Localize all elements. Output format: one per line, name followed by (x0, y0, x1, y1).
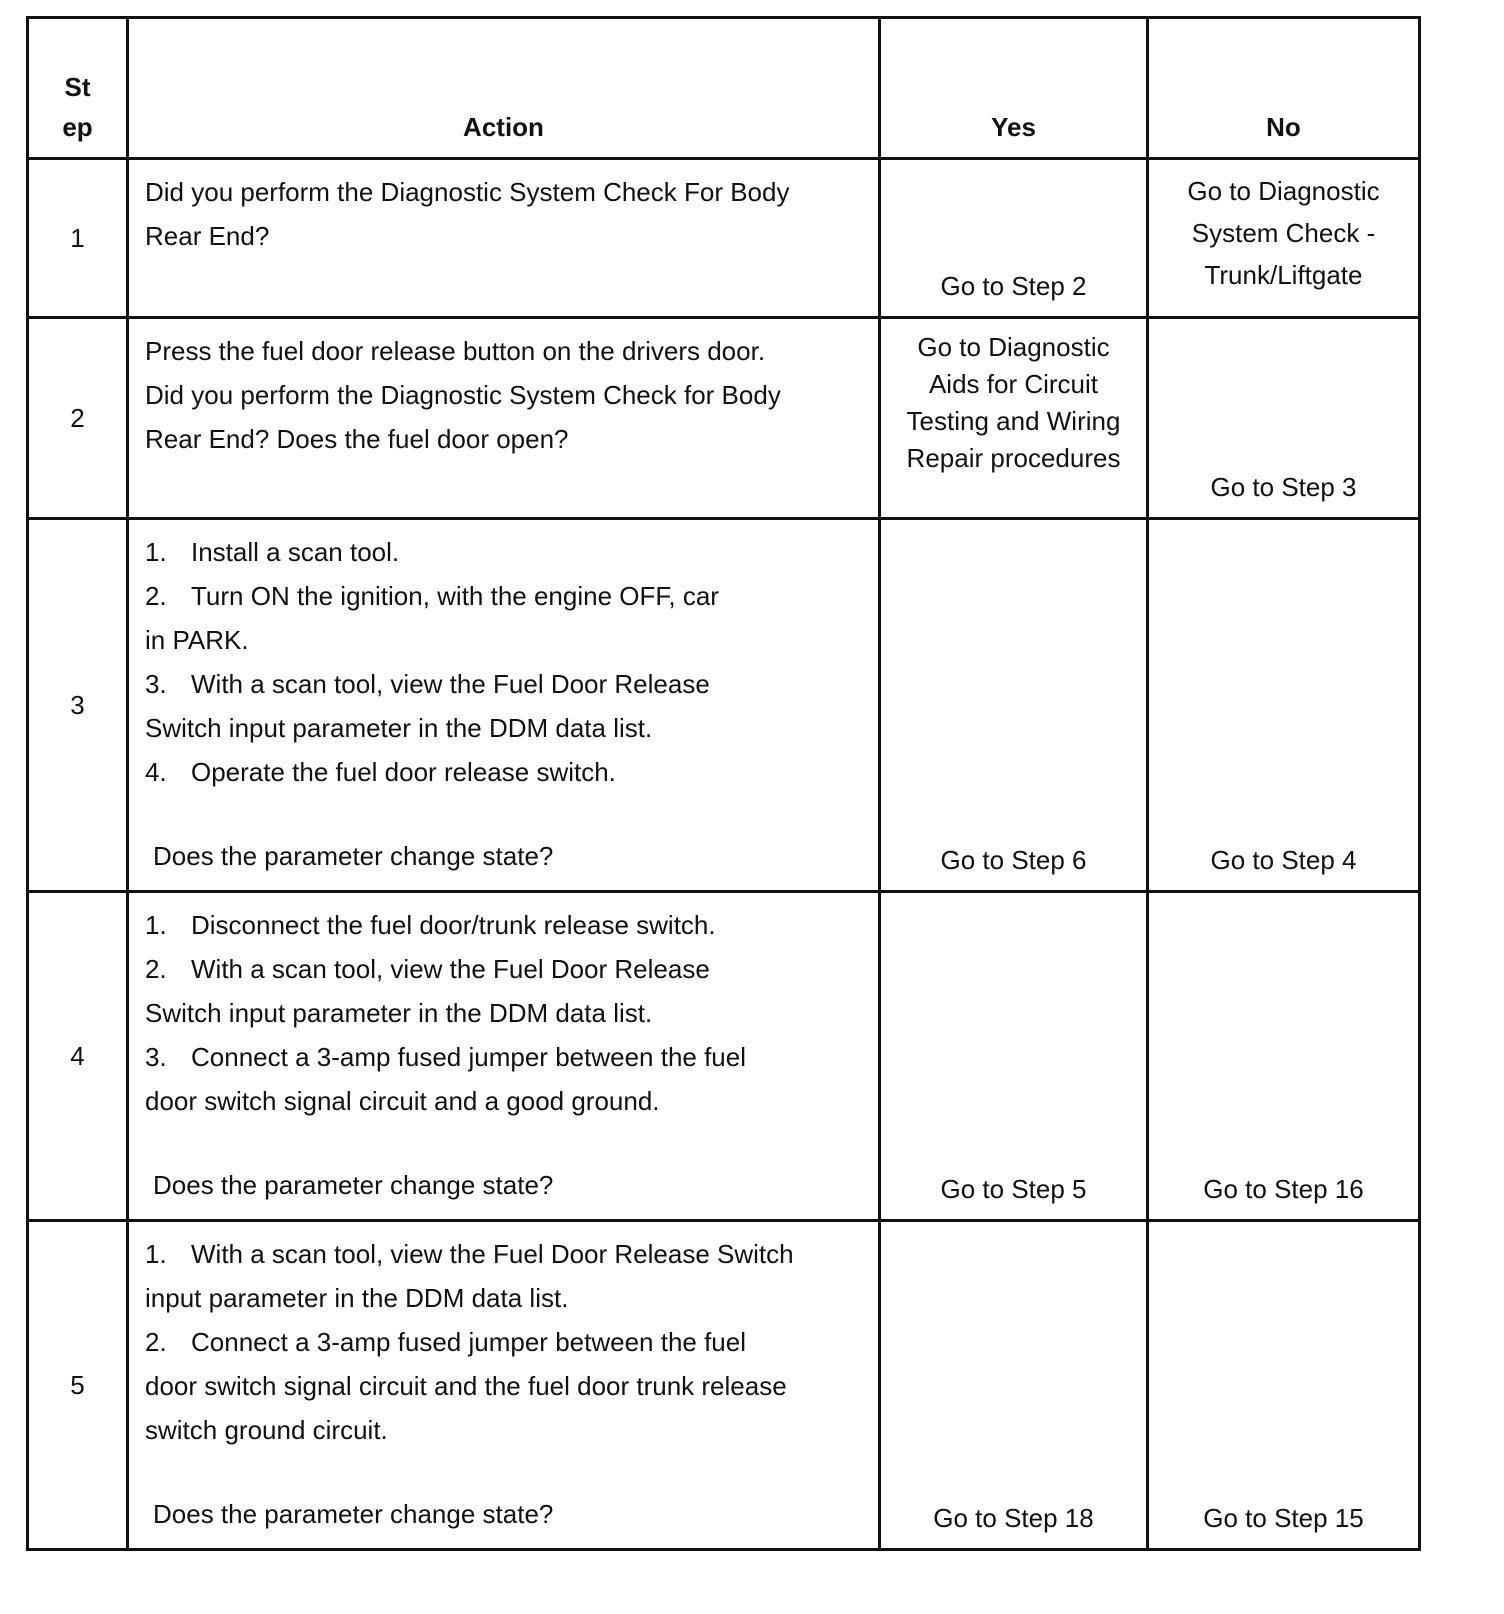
diagnostic-table (26, 16, 1421, 1551)
question-text: Does the parameter change state? (153, 1499, 554, 1529)
step-header (28, 18, 128, 159)
no-result: Go to Step 16 (1203, 1174, 1364, 1204)
list-item-continuation: input parameter in the DDM data list. (145, 1283, 569, 1313)
list-item: 1. With a scan tool, view the Fuel Door Release Switch (145, 1239, 794, 1269)
list-item: 2. With a scan tool, view the Fuel Door Release (145, 954, 710, 984)
no-cell (1148, 1221, 1420, 1550)
no-result-line: Trunk/Liftgate (1204, 260, 1363, 290)
yes-header: Yes (880, 18, 1148, 159)
no-result: Go to Step 15 (1203, 1503, 1364, 1533)
no-cell (1148, 519, 1420, 892)
no-result: Go to Step 3 (1210, 472, 1357, 502)
question-text: Does the parameter change state? (153, 1170, 554, 1200)
yes-result-line: Repair procedures (906, 443, 1121, 473)
list-item-continuation: Switch input parameter in the DDM data list. (145, 713, 653, 743)
list-item: 3. Connect a 3-amp fused jumper between the fuel (145, 1042, 747, 1072)
yes-cell (880, 1221, 1148, 1550)
question-text: Does the parameter change state? (153, 841, 554, 871)
step-number: 4 (28, 892, 128, 1221)
list-item-continuation: switch ground circuit. (145, 1415, 388, 1445)
list-item-continuation: door switch signal circuit and a good ground. (145, 1086, 660, 1116)
no-cell (1148, 159, 1420, 318)
list-item: 1. Disconnect the fuel door/trunk release switch. (145, 910, 716, 940)
list-item: 3. With a scan tool, view the Fuel Door Release (145, 669, 710, 699)
action-cell (128, 1221, 880, 1550)
yes-cell (880, 159, 1148, 318)
yes-result: Go to Step 6 (940, 845, 1087, 875)
step-header-line2: ep (62, 112, 93, 142)
action-header: Action (128, 18, 880, 159)
action-cell (128, 318, 880, 519)
table-row (28, 318, 1420, 519)
list-item: 2. Connect a 3-amp fused jumper between the fuel (145, 1327, 747, 1357)
yes-cell (880, 318, 1148, 519)
header-row (28, 18, 1420, 159)
step-number: 1 (28, 159, 128, 318)
action-text: Press the fuel door release button on the drivers door. (145, 336, 766, 366)
action-cell (128, 519, 880, 892)
action-text: Rear End? Does the fuel door open? (145, 424, 569, 454)
list-item-continuation: in PARK. (145, 625, 249, 655)
action-text: Did you perform the Diagnostic System Check For Body (145, 177, 790, 207)
list-item: 1. Install a scan tool. (145, 537, 400, 567)
no-cell (1148, 892, 1420, 1221)
table-row (28, 892, 1420, 1221)
list-item-continuation: Switch input parameter in the DDM data list. (145, 998, 653, 1028)
step-number: 2 (28, 318, 128, 519)
yes-cell (880, 892, 1148, 1221)
action-cell (128, 892, 880, 1221)
table-row (28, 1221, 1420, 1550)
step-number: 3 (28, 519, 128, 892)
no-result: Go to Step 4 (1210, 845, 1357, 875)
yes-result-line: Aids for Circuit (928, 369, 1099, 399)
yes-result: Go to Step 5 (940, 1174, 1087, 1204)
table-row (28, 159, 1420, 318)
step-header-line1: St (64, 72, 91, 102)
list-item-continuation: door switch signal circuit and the fuel door trunk release (145, 1371, 787, 1401)
list-item: 4. Operate the fuel door release switch. (145, 757, 616, 787)
no-header: No (1148, 18, 1420, 159)
action-text: Did you perform the Diagnostic System Check for Body (145, 380, 781, 410)
step-number: 5 (28, 1221, 128, 1550)
yes-result: Go to Step 18 (933, 1503, 1094, 1533)
no-cell (1148, 318, 1420, 519)
yes-result-line: Testing and Wiring (906, 406, 1121, 436)
no-result-line: Go to Diagnostic (1187, 176, 1380, 206)
table-row (28, 519, 1420, 892)
list-item: 2. Turn ON the ignition, with the engine OFF, car (145, 581, 719, 611)
action-text: Rear End? (145, 221, 270, 251)
yes-result: Go to Step 2 (940, 271, 1087, 301)
no-result (1149, 160, 1418, 296)
yes-result-line: Go to Diagnostic (917, 332, 1110, 362)
yes-result (881, 319, 1146, 477)
yes-cell (880, 519, 1148, 892)
action-cell (128, 159, 880, 318)
no-result-line: System Check - (1191, 218, 1376, 248)
